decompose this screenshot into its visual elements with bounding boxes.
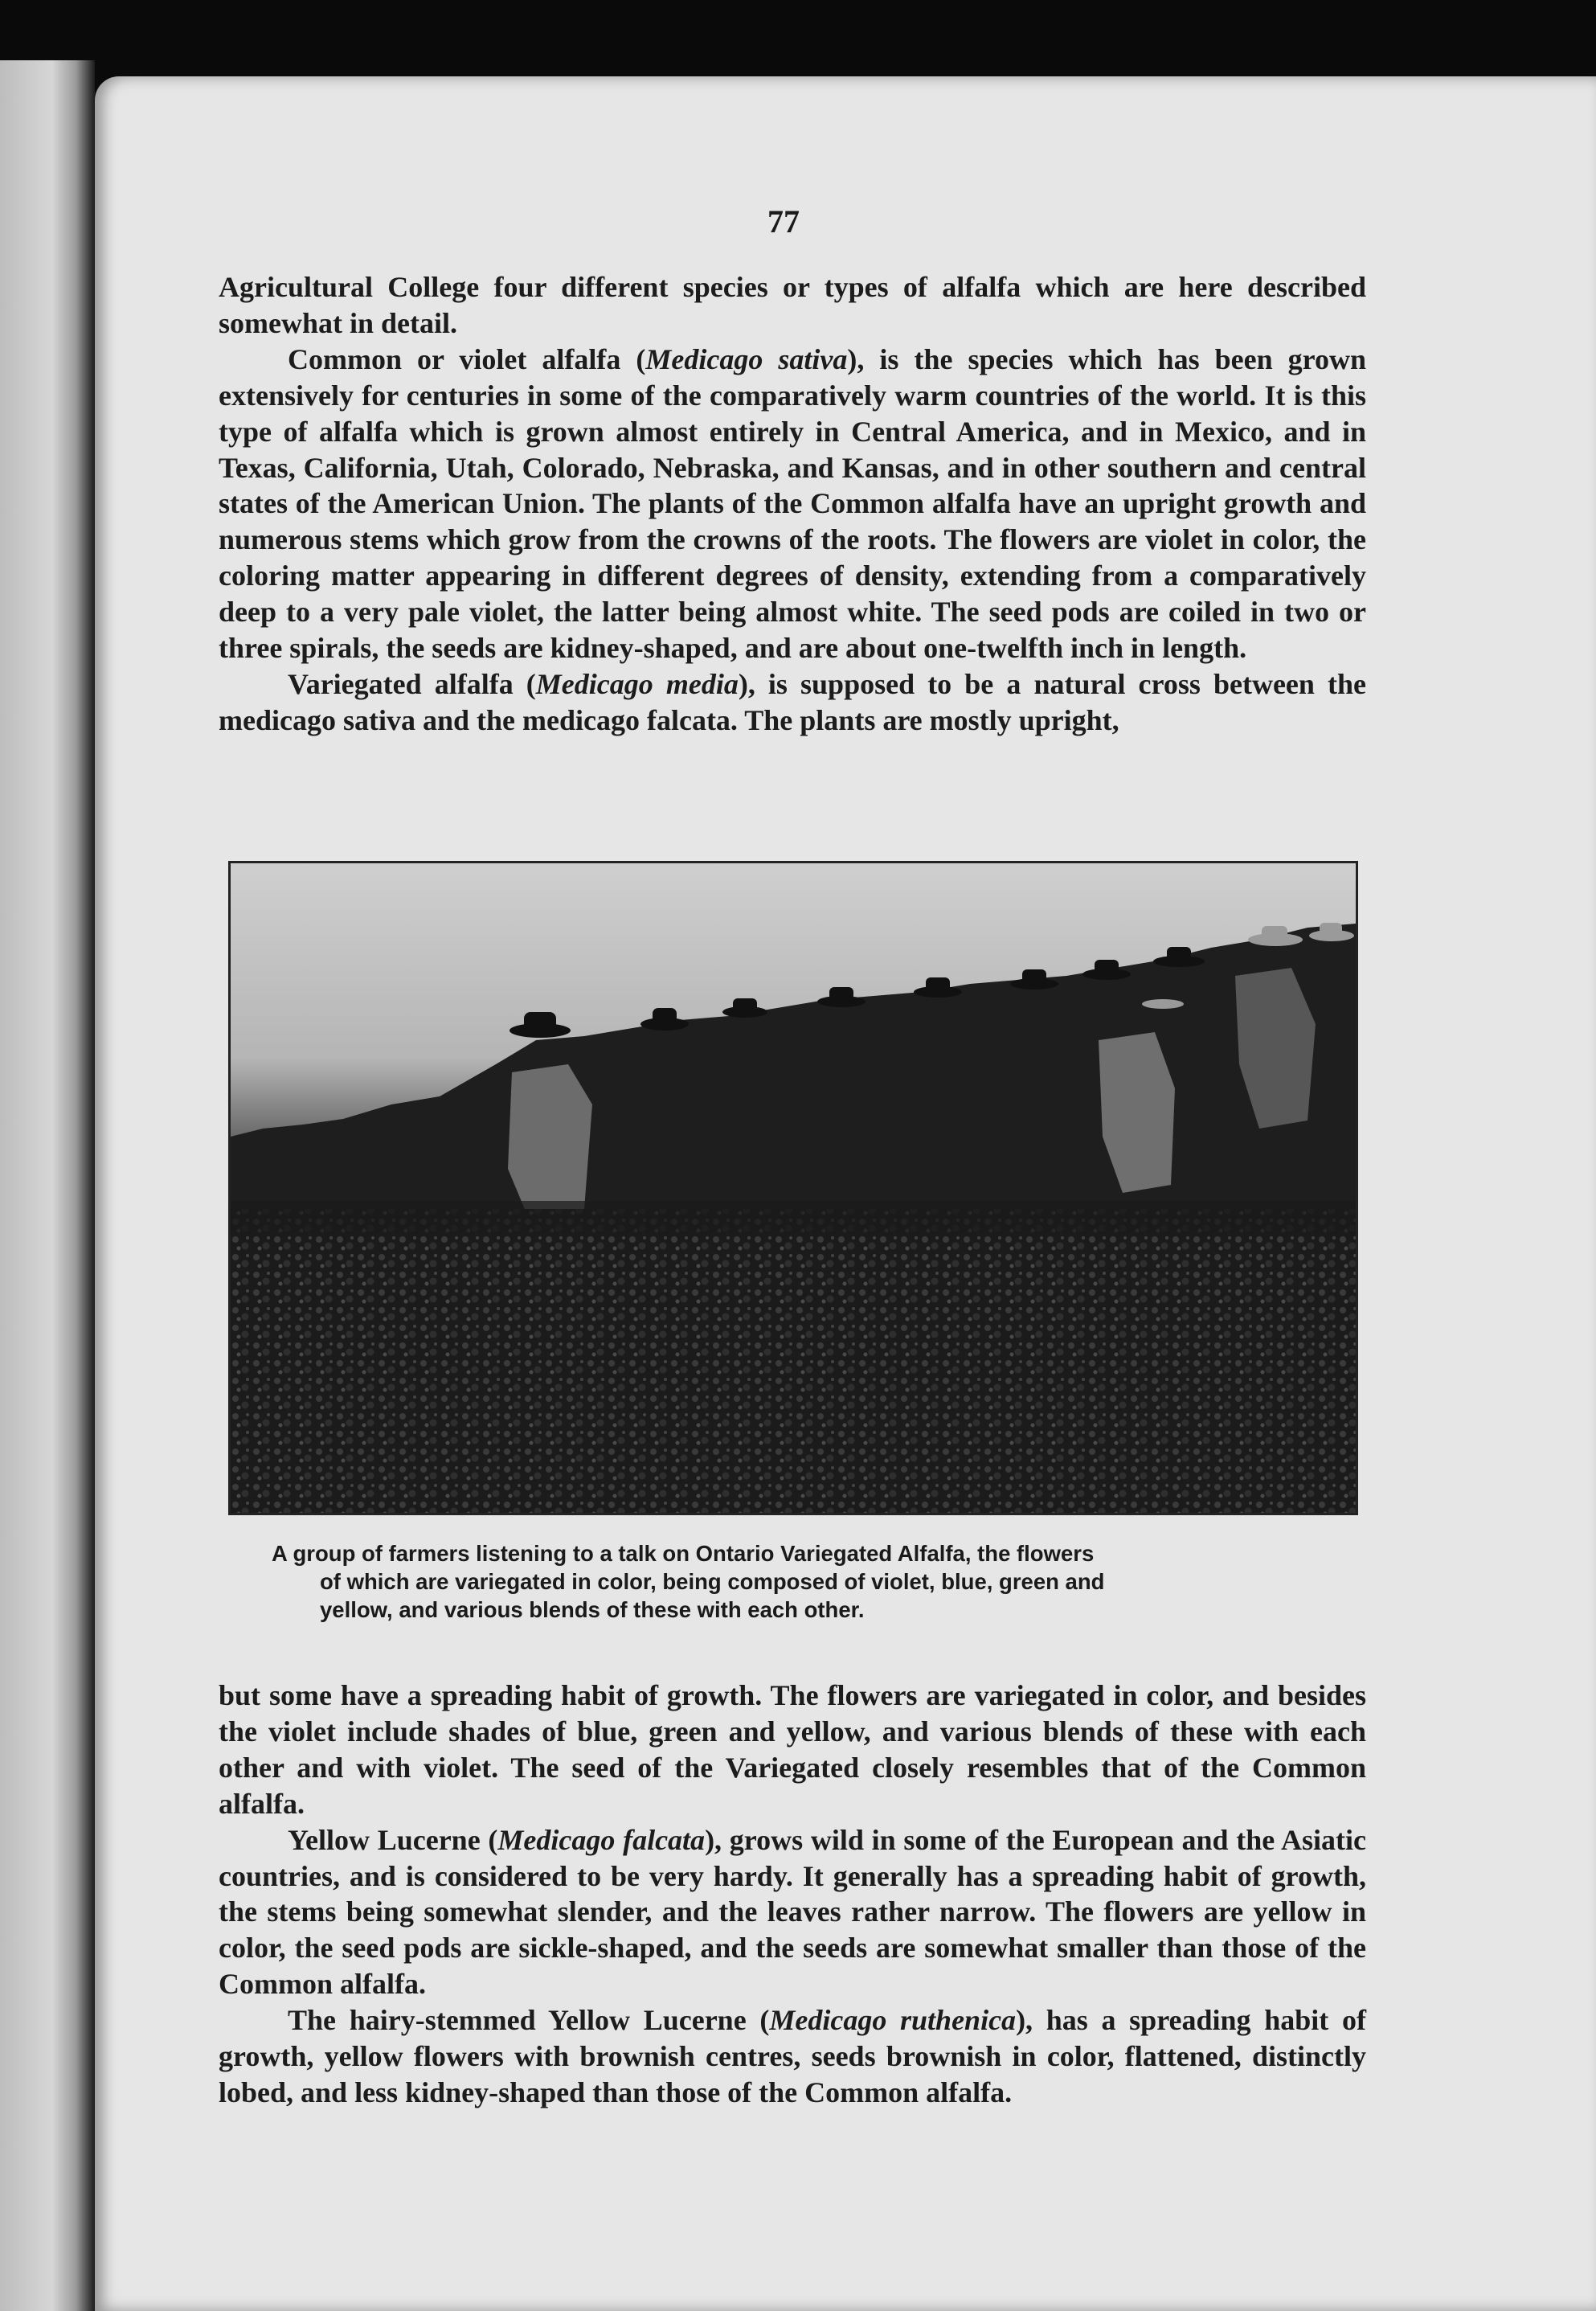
caption-line: of which are variegated in color, being composed of violet, blue, green and xyxy=(320,1569,1105,1594)
species-name: Medicago ruthenica xyxy=(769,2004,1017,2037)
paragraph: Common or violet alfalfa (Medicago sativa), is the species which has been grown extensively for centuries in some of the comparatively warm countries of the world. It is this type of alfalfa which is grown almost entirely in Central America, and in Mexico, and in Texas, California, Utah, Colorado, Nebraska, and Kansas, and in other southern and central states of the American Union. The plants of the Common alfalfa have an upright growth and numerous stems which grow from the crowns of the roots. The flowers are violet in color, the coloring matter appearing in different degrees of density, extending from a comparatively deep to a very pale violet, the latter being almost white. The seed pods are coiled in two or three spirals, the seeds are kidney-shaped, and are about one-twelfth inch in length. xyxy=(219,342,1367,665)
paragraph: Yellow Lucerne (Medicago falcata), grows wild in some of the European and the Asiatic countries, and is considered to be very hardy. It generally has a spreading habit of growth, the stems being somewhat slender, and the leaves rather narrow. The flowers are yellow in color, the seed pods are sickle-shaped, and the seeds are somewhat smaller than those of the Common alfalfa. xyxy=(219,1823,1366,2001)
text-block-top xyxy=(219,269,1366,739)
page-number: 77 xyxy=(767,203,800,240)
photograph xyxy=(231,863,1356,1513)
paragraph: Variegated alfalfa (Medicago media), is supposed to be a natural cross between the medicago sativa and the medicago falcata. The plants are mostly upright, xyxy=(219,667,1367,736)
text-block-bottom xyxy=(219,1678,1366,2111)
caption-line: A group of farmers listening to a talk on Ontario Variegated Alfalfa, the flowers xyxy=(272,1541,1095,1566)
species-name: Medicago sativa xyxy=(645,342,848,375)
paragraph: but some have a spreading habit of growth. The flowers are variegated in color, and besides the violet include shades of blue, green and yellow, and various blends of these with each other and with violet. The seed of the Variegated closely resembles that of the Common alfalfa. xyxy=(219,1679,1366,1820)
figure-caption xyxy=(272,1539,1340,1624)
photograph-farmers-in-alfalfa-field xyxy=(228,861,1358,1515)
species-name: Medicago media xyxy=(535,667,739,700)
paragraph: The hairy-stemmed Yellow Lucerne (Medicago ruthenica), has a spreading habit of growth, yellow flowers with brownish centres, seeds brownish in color, flattened, distinctly lobed, and less kidney-shaped than those of the Common alfalfa. xyxy=(219,2004,1366,2108)
paragraph: Agricultural College four different species or types of alfalfa which are here described somewhat in detail. xyxy=(219,271,1366,339)
species-name: Medicago falcata xyxy=(497,1823,706,1856)
book-spine-edge xyxy=(0,60,95,2311)
caption-line: yellow, and various blends of these with each other. xyxy=(320,1597,865,1622)
